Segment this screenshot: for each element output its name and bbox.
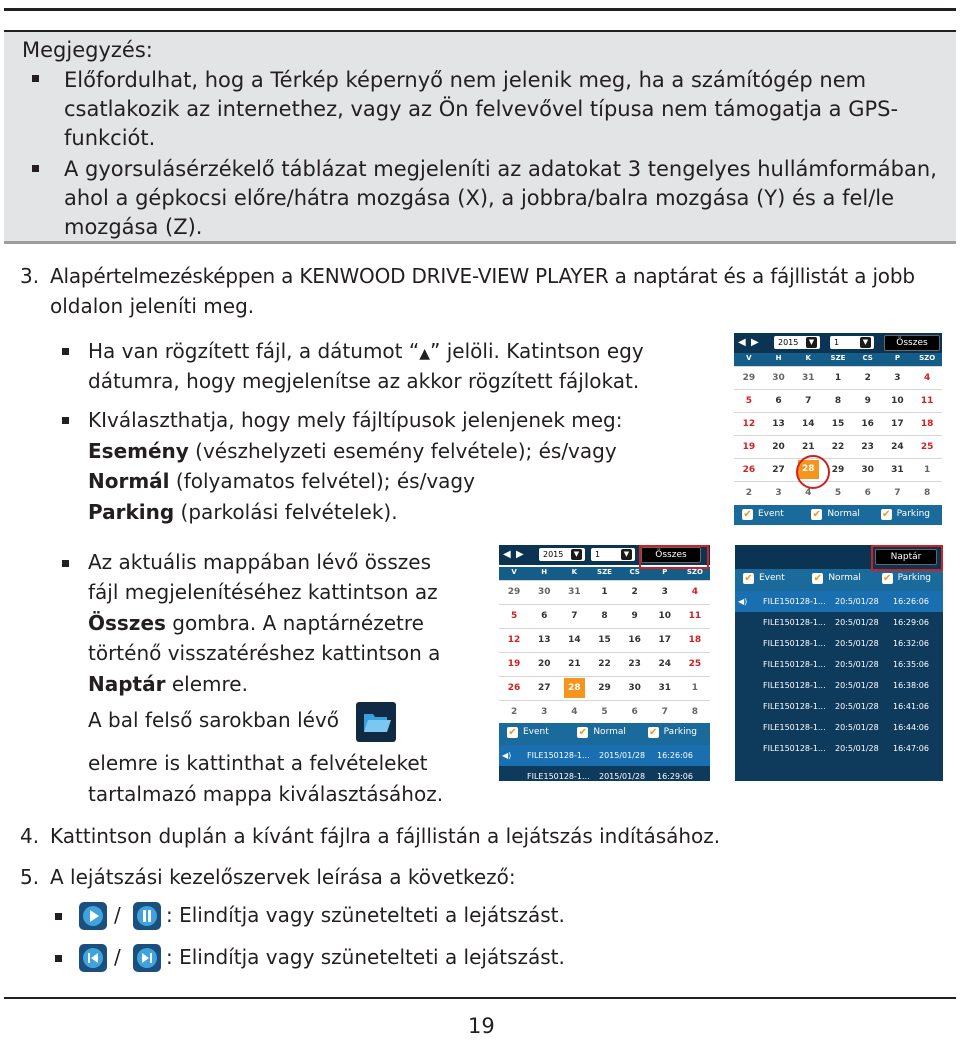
calendar-view-1 — [734, 333, 942, 525]
calendar-day[interactable]: 7 — [805, 395, 812, 406]
highlight-box — [639, 545, 709, 569]
file-date: 20:5/01/28 — [835, 618, 879, 627]
file-row[interactable] — [735, 675, 943, 696]
calendar-day[interactable]: 30 — [772, 372, 785, 383]
row-divider — [499, 604, 710, 605]
step3-bullet3-line2: fájl megjelenítéséhez kattintson az — [88, 580, 438, 604]
row-divider — [734, 412, 942, 413]
step5-number: 5. — [20, 865, 40, 889]
calendar-day[interactable]: 6 — [541, 611, 548, 621]
calendar-day[interactable]: 20 — [772, 441, 785, 452]
step3-bullet2-line4: Parking (parkolási felvételek). — [88, 500, 398, 524]
step3-bullet3-line8: tartalmazó mappa kiválasztásához. — [88, 782, 444, 806]
step3-bullet1-line2: dátumra, hogy megjelenítse az akkor rögzített fájlokat. — [88, 369, 640, 393]
file-time: 16:32:06 — [893, 639, 929, 648]
calendar-day[interactable]: 14 — [802, 418, 815, 429]
step3-bullet1-line1: Ha van rögzített fájl, a dátumot “▲” jelöli. Katintson egy — [88, 339, 644, 363]
prev-arrow-icon[interactable]: ◀ — [738, 337, 746, 348]
calendar-day[interactable]: 15 — [831, 418, 845, 429]
weekday-label: SZE — [830, 354, 846, 362]
calendar-day[interactable]: 5 — [601, 707, 608, 717]
file-date: 20:5/01/28 — [835, 702, 879, 711]
calendar-day[interactable]: 23 — [861, 441, 874, 452]
slash-separator: / — [114, 903, 121, 927]
calendar-day[interactable]: 5 — [745, 395, 752, 406]
file-name: FILE150128-1... — [763, 618, 826, 627]
calendar-day[interactable]: 1 — [691, 683, 699, 693]
calendar-day[interactable]: 5 — [834, 487, 842, 498]
filter-label: Parking — [663, 727, 698, 737]
calendar-day[interactable]: 10 — [891, 395, 904, 406]
weekday-label: SZO — [686, 568, 703, 576]
weekday-label: V — [746, 354, 752, 362]
calendar-day[interactable]: 25 — [920, 441, 934, 452]
calendar-day[interactable]: 26 — [507, 683, 521, 693]
note-bullet2-line2: ahol a gépkocsi előre/hátra mozgása (X), a jobbra/balra mozgása (Y) és a fel/le — [64, 186, 895, 210]
calendar-day[interactable]: 22 — [831, 441, 845, 452]
weekday-label: K — [571, 568, 578, 576]
next-arrow-icon[interactable]: ▶ — [751, 337, 759, 348]
filter-label: Event — [758, 509, 784, 519]
file-row[interactable] — [735, 696, 943, 717]
file-name: FILE150128-1... — [527, 772, 590, 781]
calendar-day[interactable]: 27 — [772, 464, 785, 475]
file-list — [735, 591, 943, 781]
calendar-day[interactable]: 6 — [631, 707, 638, 717]
file-time: 16:38:06 — [893, 681, 929, 690]
chevron-down-icon[interactable]: ▼ — [571, 549, 582, 560]
weekday-label: SZE — [597, 568, 612, 576]
all-button[interactable]: Összes — [641, 547, 701, 563]
play-pause-description: : Elindítja vagy szünetelteti a lejátszást. — [166, 903, 565, 927]
file-row[interactable] — [735, 612, 943, 633]
skip-previous-icon — [79, 944, 107, 972]
calendar-day[interactable]: 9 — [631, 611, 638, 621]
speaker-icon: ◀) — [502, 751, 512, 760]
calendar-day[interactable]: 22 — [598, 659, 611, 669]
step3-bullet3-line1: Az aktuális mappában lévő összes — [88, 550, 431, 574]
calendar-day[interactable]: 13 — [537, 635, 551, 645]
row-divider — [499, 676, 710, 677]
calendar-day[interactable]: 19 — [742, 441, 756, 452]
chevron-down-icon[interactable]: ▼ — [860, 337, 871, 348]
calendar-day[interactable]: 6 — [864, 487, 871, 498]
file-row[interactable] — [499, 745, 710, 766]
calendar-day[interactable]: 24 — [891, 441, 904, 452]
calendar-day[interactable]: 30 — [537, 587, 551, 597]
weekday-label: H — [541, 568, 548, 576]
file-date: 20:5/01/28 — [835, 597, 879, 606]
calendar-day[interactable]: 18 — [920, 418, 934, 429]
checkbox-checked-icon[interactable]: ✔ — [813, 573, 823, 584]
bottom-rule — [4, 997, 956, 999]
calendar-day[interactable]: 16 — [628, 635, 641, 645]
calendar-day[interactable]: 17 — [891, 418, 904, 429]
checkbox-checked-icon[interactable]: ✔ — [578, 727, 588, 738]
all-button[interactable]: Összes — [884, 335, 940, 351]
weekday-label: P — [894, 354, 900, 362]
step3-bullet3-line6: A bal felső sarokban lévő — [88, 708, 340, 732]
step3-bullet3-line4: történő visszatéréshez kattintson a — [88, 641, 441, 665]
calendar-day[interactable]: 21 — [568, 659, 581, 669]
bullet-icon — [55, 955, 62, 962]
row-divider — [499, 700, 710, 701]
bullet-icon — [62, 560, 69, 567]
row-divider — [734, 366, 942, 367]
calendar-day[interactable]: 18 — [688, 635, 702, 645]
file-row[interactable] — [499, 766, 710, 781]
prev-arrow-icon[interactable]: ◀ — [503, 549, 511, 560]
calendar-day[interactable]: 2 — [510, 707, 518, 717]
calendar-day[interactable]: 26 — [742, 464, 756, 475]
bullet-icon — [32, 75, 39, 82]
file-name: FILE150128-1... — [763, 702, 826, 711]
calendar-day[interactable]: 29 — [507, 587, 521, 597]
calendar-day[interactable]: 11 — [920, 395, 934, 406]
bullet-icon — [62, 417, 69, 424]
step3-bullet2-line1: KIválaszthatja, hogy mely fájltípusok jelenjenek meg: — [88, 408, 623, 432]
row-divider — [734, 389, 942, 390]
highlight-box — [871, 545, 943, 571]
weekday-label: V — [511, 568, 517, 576]
step4-text: Kattintson duplán a kívánt fájlra a fájllistán a lejátszás indításához. — [50, 824, 721, 848]
file-row[interactable] — [735, 717, 943, 738]
step3-bullet2-line2: Esemény (vészhelyzeti esemény felvétele); és/vagy — [88, 439, 617, 463]
filter-label: Normal — [827, 509, 860, 519]
checkbox-checked-icon[interactable]: ✔ — [744, 573, 753, 584]
file-time: 16:44:06 — [893, 723, 929, 732]
calendar-day[interactable]: 31 — [891, 464, 904, 475]
file-time: 16:29:06 — [893, 618, 929, 627]
step3-line2: oldalon jeleníti meg. — [50, 294, 255, 318]
calendar-day-selected[interactable]: 28 — [798, 460, 819, 479]
file-list-view — [735, 545, 943, 781]
step3-bullet3-line3: Összes gombra. A naptárnézetre — [88, 611, 424, 635]
calendar-day[interactable]: 2 — [864, 372, 871, 383]
weekday-label: SZO — [919, 354, 936, 362]
calendar-day[interactable]: 2 — [631, 587, 638, 597]
weekday-label: CS — [629, 568, 640, 576]
calendar-day[interactable]: 9 — [864, 395, 871, 406]
row-divider — [734, 435, 942, 436]
calendar-day[interactable]: 10 — [658, 611, 672, 621]
filter-label: Normal — [593, 727, 626, 737]
calendar-day[interactable]: 15 — [598, 635, 611, 645]
calendar-day[interactable]: 13 — [772, 418, 785, 429]
checkbox-checked-icon[interactable]: ✔ — [743, 509, 752, 520]
file-date: 20:5/01/28 — [835, 723, 879, 732]
note-bullet1-line3: funkciót. — [64, 126, 156, 150]
skip-next-icon — [133, 944, 161, 972]
file-date: 20:5/01/28 — [835, 639, 879, 648]
calendar-day[interactable]: 8 — [691, 707, 699, 717]
checkbox-checked-icon[interactable]: ✔ — [812, 509, 822, 520]
note-bullet2-line1: A gyorsulásérzékelő táblázat megjeleníti az adatokat 3 tengelyes hullámformában, — [64, 157, 937, 181]
next-arrow-icon[interactable]: ▶ — [516, 549, 524, 560]
filter-bar — [734, 505, 942, 525]
calendar-day[interactable]: 16 — [861, 418, 874, 429]
folder-icon — [356, 702, 396, 742]
weekday-header — [734, 353, 942, 366]
calendar-day[interactable]: 24 — [658, 659, 672, 669]
file-time: 16:41:06 — [893, 702, 929, 711]
bullet-icon — [32, 165, 39, 172]
calendar-day[interactable]: 27 — [537, 683, 551, 693]
calendar-day[interactable]: 1 — [601, 587, 608, 597]
calendar-day[interactable]: 11 — [688, 611, 702, 621]
calendar-day[interactable]: 1 — [924, 464, 931, 475]
step4-number: 4. — [20, 824, 40, 848]
calendar-day[interactable]: 31 — [568, 587, 581, 597]
filter-label: Normal — [828, 573, 861, 583]
file-name: FILE150128-1... — [527, 751, 590, 760]
file-date: 20:5/01/28 — [835, 744, 879, 753]
step3-number: 3. — [20, 264, 40, 288]
calendar-day[interactable]: 30 — [628, 683, 641, 693]
calendar-day[interactable]: 8 — [601, 611, 608, 621]
filter-label: Event — [759, 573, 785, 583]
calendar-day[interactable]: 4 — [691, 587, 699, 597]
filter-bar — [735, 569, 943, 591]
file-row[interactable] — [735, 738, 943, 759]
calendar-day[interactable]: 30 — [861, 464, 874, 475]
calendar-day[interactable]: 8 — [834, 395, 842, 406]
weekday-label: K — [805, 354, 811, 362]
calendar-day[interactable]: 4 — [924, 372, 931, 383]
calendar-day[interactable]: 7 — [571, 611, 578, 621]
file-name: FILE150128-1... — [763, 660, 826, 669]
calendar-day[interactable]: 1 — [834, 372, 842, 383]
calendar-toolbar — [734, 333, 942, 353]
pause-icon — [133, 902, 161, 930]
calendar-day[interactable]: 29 — [598, 683, 611, 693]
filter-bar — [499, 723, 710, 745]
calendar-day[interactable]: 14 — [568, 635, 581, 645]
step5-text: A lejátszási kezelőszervek leírása a következő: — [50, 865, 516, 889]
weekday-label: CS — [862, 354, 873, 362]
file-list — [499, 745, 710, 781]
file-time: 16:35:06 — [893, 660, 929, 669]
skip-description: : Elindítja vagy szünetelteti a lejátszást. — [166, 945, 565, 969]
file-date: 20:5/01/28 — [835, 660, 879, 669]
calendar-day[interactable]: 5 — [510, 611, 518, 621]
calendar-day[interactable]: 31 — [658, 683, 672, 693]
month-select[interactable]: 1 — [591, 548, 635, 561]
file-name: FILE150128-1... — [763, 723, 826, 732]
calendar-day[interactable]: 29 — [742, 372, 756, 383]
row-divider — [734, 458, 942, 459]
calendar-day[interactable]: 29 — [831, 464, 845, 475]
step3-line1: Alapértelmezésképpen a KENWOOD DRIVE-VIEW PLAYER a naptárat és a fájllistát a jobb — [50, 264, 915, 288]
calendar-day[interactable]: 4 — [571, 707, 578, 717]
calendar-day[interactable]: 12 — [742, 418, 756, 429]
calendar-day[interactable]: 3 — [541, 707, 548, 717]
filter-label: Parking — [897, 573, 932, 583]
calendar-day[interactable]: 21 — [802, 441, 815, 452]
file-time: 16:26:06 — [893, 597, 929, 606]
calendar-day[interactable]: 2 — [745, 487, 752, 498]
calendar-day[interactable]: 12 — [507, 635, 521, 645]
year-select[interactable]: 2015 — [539, 548, 585, 561]
file-date: 2015/01/28 — [599, 772, 646, 781]
file-time: 16:47:06 — [893, 744, 929, 753]
row-divider — [499, 628, 710, 629]
calendar-day[interactable]: 19 — [507, 659, 521, 669]
file-row[interactable] — [735, 654, 943, 675]
step3-bullet3-line7: elemre is kattinthat a felvételeket — [88, 751, 428, 775]
calendar-day[interactable]: 3 — [775, 487, 782, 498]
play-icon — [79, 902, 107, 930]
calendar-day[interactable]: 23 — [628, 659, 641, 669]
checkbox-checked-icon[interactable]: ✔ — [508, 727, 517, 738]
checkbox-checked-icon[interactable]: ✔ — [648, 727, 658, 738]
calendar-view-2 — [499, 545, 710, 781]
calendar-day[interactable]: 17 — [658, 635, 672, 645]
calendar-day[interactable]: 20 — [537, 659, 551, 669]
file-row[interactable] — [735, 591, 943, 612]
calendar-day[interactable]: 25 — [688, 659, 702, 669]
file-time: 16:26:06 — [657, 751, 693, 760]
filter-label: Parking — [896, 509, 931, 519]
calendar-day[interactable]: 8 — [924, 487, 931, 498]
calendar-day[interactable]: 7 — [661, 707, 668, 717]
note-bullet2-line3: mozgása (Z). — [64, 215, 203, 239]
note-bullet1-line2: csatlakozik az internethez, vagy az Ön felvevővel típusa nem támogatja a GPS- — [64, 97, 899, 121]
file-date: 20:5/01/28 — [835, 681, 879, 690]
checkbox-checked-icon[interactable]: ✔ — [882, 573, 892, 584]
calendar-day[interactable]: 7 — [894, 487, 901, 498]
file-name: FILE150128-1... — [763, 744, 826, 753]
slash-separator: / — [114, 945, 121, 969]
row-divider — [499, 652, 710, 653]
calendar-day[interactable]: 3 — [661, 587, 668, 597]
weekday-label: P — [662, 568, 668, 576]
bullet-icon — [55, 913, 62, 920]
month-select[interactable]: 1 — [830, 336, 874, 349]
chevron-down-icon[interactable]: ▼ — [806, 337, 817, 348]
chevron-down-icon[interactable]: ▼ — [621, 549, 632, 560]
note-bullet1-line1: Előfordulhat, hog a Térkép képernyő nem jelenik meg, ha a számítógép nem — [64, 68, 867, 92]
calendar-day[interactable]: 4 — [805, 487, 812, 498]
highlight-circle — [796, 455, 830, 489]
step3-bullet3-line5: Naptár elemre. — [88, 672, 248, 696]
page-number: 19 — [468, 1014, 495, 1038]
calendar-day[interactable]: 31 — [802, 372, 815, 383]
step3-bullet2-line3: Normál (folyamatos felvétel); és/vagy — [88, 469, 475, 493]
calendar-day[interactable]: 3 — [894, 372, 901, 383]
note-title: Megjegyzés: — [22, 38, 153, 62]
checkbox-checked-icon[interactable]: ✔ — [881, 509, 891, 520]
calendar-button[interactable]: Naptár — [875, 549, 937, 565]
row-divider — [734, 481, 942, 482]
top-rule — [4, 8, 956, 11]
file-date: 2015/01/28 — [599, 751, 646, 760]
file-name: FILE150128-1... — [763, 681, 826, 690]
triangle-marker-icon: ▲ — [419, 346, 431, 362]
file-time: 16:29:06 — [657, 772, 693, 781]
year-select[interactable]: 2015 — [774, 336, 820, 349]
file-row[interactable] — [735, 633, 943, 654]
calendar-day-selected[interactable]: 28 — [564, 678, 585, 698]
row-divider — [499, 580, 710, 581]
calendar-day[interactable]: 6 — [775, 395, 782, 406]
speaker-icon: ◀) — [738, 597, 748, 606]
file-name: FILE150128-1... — [763, 597, 826, 606]
filter-label: Event — [523, 727, 549, 737]
file-name: FILE150128-1... — [763, 639, 826, 648]
bullet-icon — [62, 348, 69, 355]
weekday-label: H — [775, 354, 782, 362]
